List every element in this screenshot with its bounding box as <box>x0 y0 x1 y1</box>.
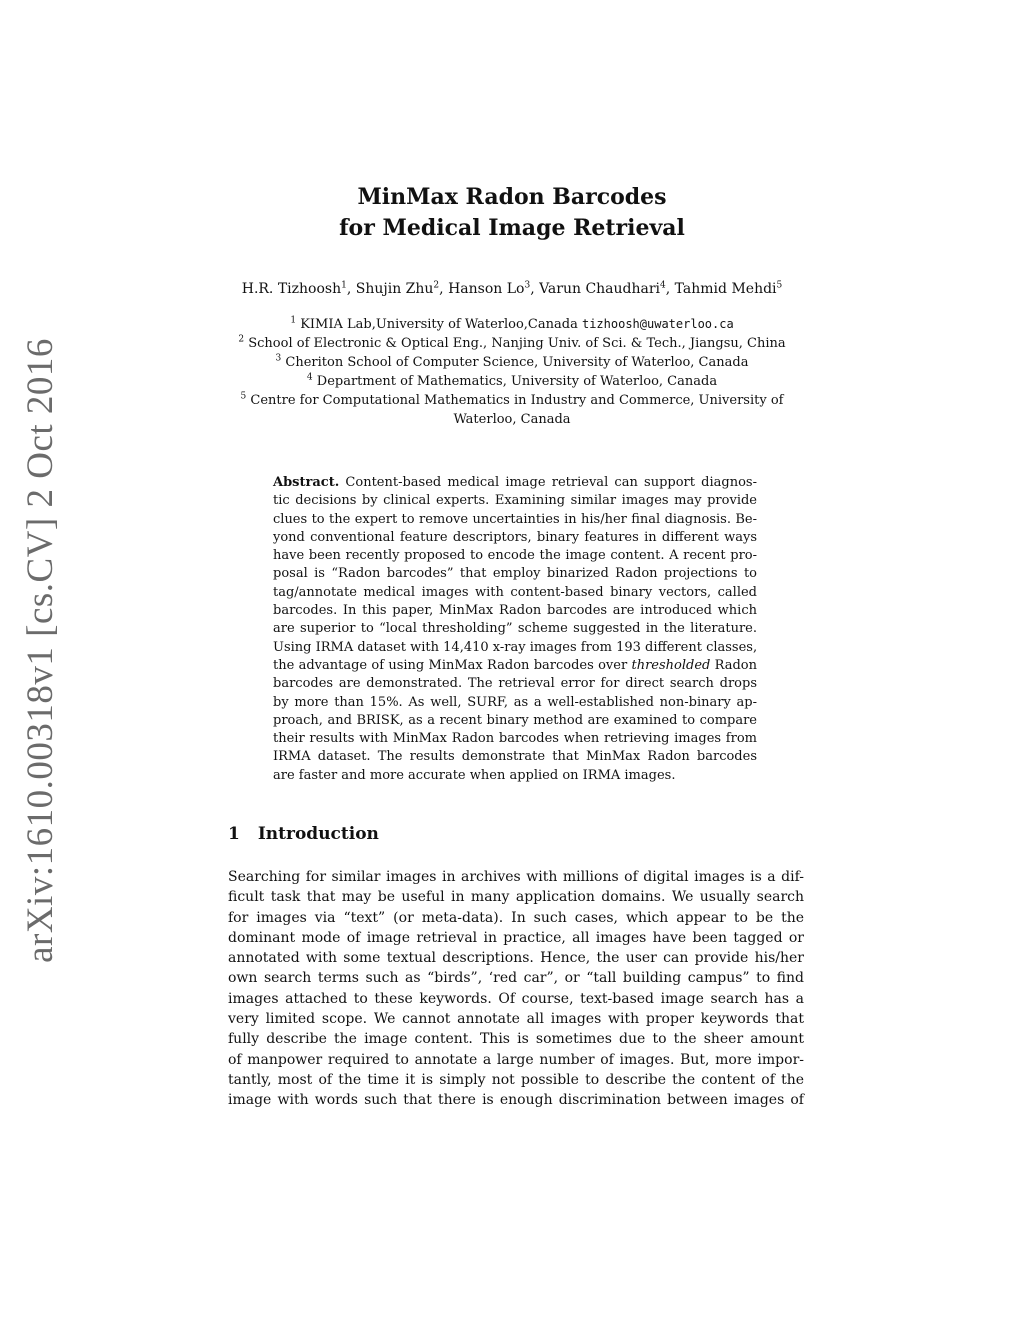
affiliation-mark: 1 <box>290 315 297 326</box>
paper-title-line-1: MinMax Radon Barcodes <box>357 184 667 210</box>
abstract-line: proach, and BRISK, as a recent binary method are examined to compare <box>273 712 757 728</box>
affiliation-text: Centre for Computational Mathematics in Industry and Commerce, University of <box>250 393 784 408</box>
section-heading <box>228 824 379 844</box>
author-name: Tahmid Mehdi <box>674 281 777 297</box>
abstract-line-text: Radon <box>714 657 757 673</box>
affiliation-text: Cheriton School of Computer Science, University of Waterloo, Canada <box>285 355 749 370</box>
paragraph-line: images attached to these keywords. Of course, text-based image search has a <box>228 990 804 1007</box>
affiliation-text: Department of Mathematics, University of Waterloo, Canada <box>316 374 718 389</box>
abstract-label: Abstract. <box>273 475 340 490</box>
abstract-line-text: the advantage of using MinMax Radon barcodes over <box>273 657 628 673</box>
paragraph-line: image with words such that there is enough discrimination between images of <box>228 1092 804 1109</box>
paragraph-line: for images via “text” (or meta-data). In such cases, which appear to be the <box>228 909 804 926</box>
author-list: H.R. Tizhoosh$^1$, Shujin Zhu$^2$, Hanson Lo$^3$, Varun Chaudhari$^4$, Tahmid Mehdi$^5$ <box>241 280 783 297</box>
affiliation-mark: 2 <box>238 334 245 345</box>
paragraph-line: Searching for similar images in archives with millions of digital images is a dif- <box>228 869 804 885</box>
arxiv-identifier-text: arXiv:1610.00318v1 [cs.CV] 2 Oct 2016 <box>19 337 61 963</box>
author-name: Varun Chaudhari <box>539 281 661 297</box>
affiliation-mark: 3 <box>275 353 282 364</box>
abstract-line: tag/annotate medical images with content-based binary vectors, called <box>273 584 757 600</box>
abstract-line: are faster and more accurate when applied on IRMA images. <box>273 767 676 783</box>
introduction-paragraph <box>228 867 804 1111</box>
abstract-line: barcodes. In this paper, MinMax Radon barcodes are introduced which <box>273 603 757 619</box>
paragraph-line: tantly, most of the time it is simply not possible to describe the content of the <box>228 1071 804 1088</box>
author-affiliation-mark: 1 <box>341 280 347 291</box>
affiliation-text: School of Electronic & Optical Eng., Nanjing Univ. of Sci. & Tech., Jiangsu, China <box>248 336 786 351</box>
abstract <box>273 474 757 785</box>
paragraph-line: of manpower required to annotate a large number of images. But, more impor- <box>228 1051 804 1068</box>
affiliation-item <box>220 391 804 410</box>
arxiv-identifier-stamp <box>10 337 70 963</box>
section-title: Introduction <box>257 824 379 844</box>
affiliation-list <box>220 315 804 429</box>
author-name: Shujin Zhu <box>355 281 434 297</box>
abstract-emphasis: thresholded <box>631 657 711 673</box>
abstract-line: their results with MinMax Radon barcodes when retrieving images from <box>273 731 757 747</box>
affiliation-item <box>220 315 804 334</box>
abstract-line: IRMA dataset. The results demonstrate that MinMax Radon barcodes <box>273 749 757 765</box>
affiliation-mark: 4 <box>306 372 313 383</box>
paper-title <box>0 182 1024 244</box>
abstract-line: have been recently proposed to encode the image content. A recent pro- <box>273 548 757 564</box>
abstract-line: Using IRMA dataset with 14,410 x-ray images from 193 different classes, <box>273 639 758 655</box>
affiliation-text: KIMIA Lab,University of Waterloo,Canada <box>300 317 578 332</box>
abstract-line: tic decisions by clinical experts. Examining similar images may provide <box>273 493 757 509</box>
abstract-line: by more than 15%. As well, SURF, as a well-established non-binary ap- <box>273 694 757 710</box>
abstract-line: are superior to “local thresholding” scheme suggested in the literature. <box>273 621 757 637</box>
author-affiliation-mark: 4 <box>660 280 666 291</box>
author-affiliation-mark: 3 <box>524 280 531 291</box>
paragraph-line: ficult task that may be useful in many application domains. We usually search <box>228 889 804 906</box>
affiliation-item <box>220 353 804 372</box>
paragraph-line: very limited scope. We cannot annotate all images with proper keywords that <box>228 1011 804 1028</box>
paragraph-line: fully describe the image content. This is sometimes due to the sheer amount <box>228 1031 804 1048</box>
paragraph-line: own search terms such as “birds”, ‘red car”, or “tall building campus” to find <box>228 970 804 987</box>
affiliation-item <box>220 372 804 391</box>
abstract-line <box>273 474 757 492</box>
author-name: H.R. Tizhoosh <box>241 281 342 297</box>
paragraph-line: annotated with some textual descriptions. Hence, the user can provide his/her <box>228 950 804 967</box>
author-name: Hanson Lo <box>448 281 525 297</box>
affiliation-mark: 5 <box>240 391 247 402</box>
abstract-line: barcodes are demonstrated. The retrieval error for direct search drops <box>273 676 757 692</box>
affiliation-item <box>220 334 804 353</box>
abstract-line: posal is “Radon barcodes” that employ binarized Radon projections to <box>273 566 757 582</box>
section-number: 1 <box>228 824 240 844</box>
paragraph-line: dominant mode of image retrieval in practice, all images have been tagged or <box>228 929 804 946</box>
contact-email[interactable]: tizhoosh@uwaterloo.ca <box>581 317 734 331</box>
abstract-line <box>273 657 757 675</box>
abstract-line-text: Content-based medical image retrieval can support diagnos- <box>345 475 757 490</box>
abstract-line: yond conventional feature descriptors, binary features in different ways <box>273 529 757 545</box>
author-affiliation-mark: 2 <box>433 280 440 291</box>
author-affiliation-mark: 5 <box>776 280 783 291</box>
affiliation-item-continuation: Waterloo, Canada <box>453 412 571 427</box>
paper-title-line-2: for Medical Image Retrieval <box>339 215 685 241</box>
abstract-line: clues to the expert to remove uncertainties in his/her final diagnosis. Be- <box>273 511 757 527</box>
